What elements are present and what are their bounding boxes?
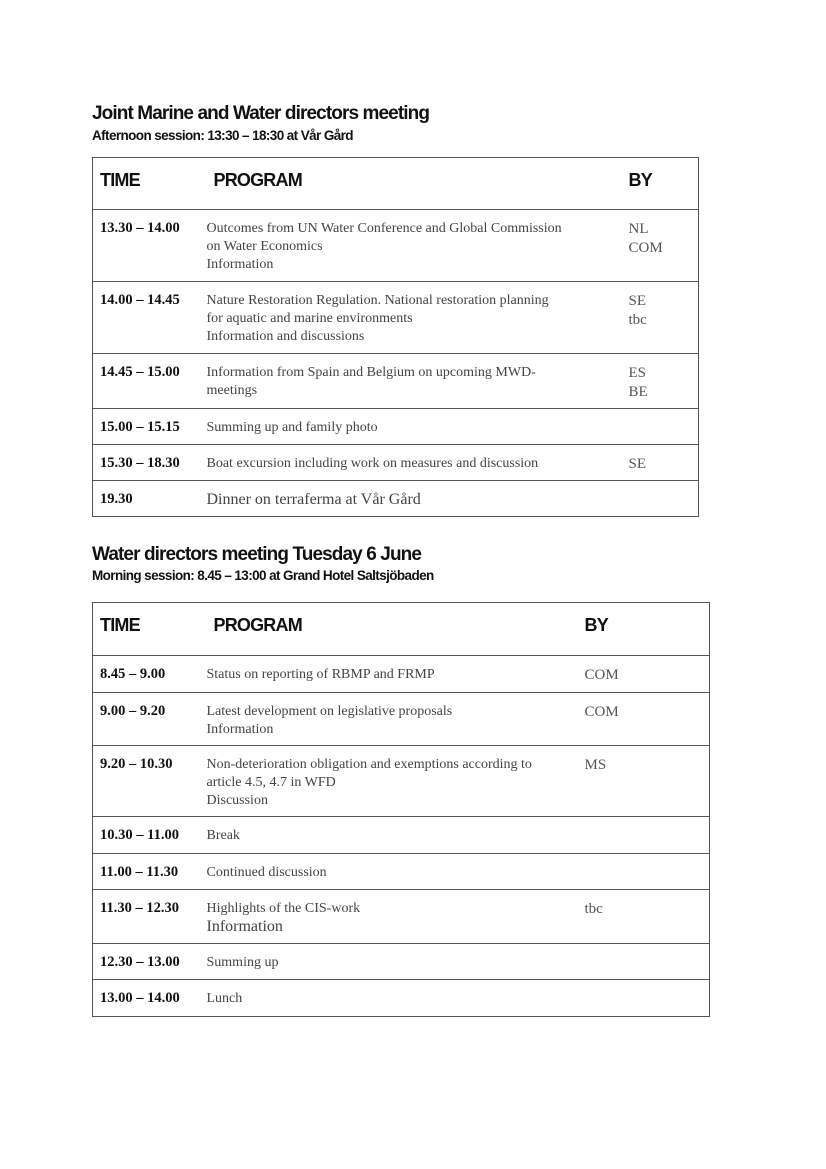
table-row	[93, 944, 710, 980]
table-row	[93, 445, 699, 481]
by-line: COM	[584, 667, 619, 683]
row-by	[585, 693, 710, 746]
header-by: BY	[629, 158, 699, 210]
program-line: Lunch	[206, 991, 243, 1006]
row-time: 9.20 – 10.30	[93, 746, 207, 817]
afternoon-subtitle: Afternoon session: 13:30 – 18:30 at Vår Gård	[92, 128, 353, 143]
row-time: 14.45 – 15.00	[93, 354, 207, 409]
row-time: 8.45 – 9.00	[93, 656, 207, 693]
by-line: tbc	[584, 901, 603, 917]
by-line: MS	[584, 757, 607, 773]
program-line: Dinner on terraferma at Vår Gård	[206, 491, 421, 508]
row-program	[207, 354, 629, 409]
row-by	[629, 282, 699, 354]
table-row	[93, 746, 710, 817]
morning-subtitle: Morning session: 8.45 – 13:00 at Grand Hotel Saltsjöbaden	[92, 568, 434, 583]
by-line: COM	[584, 704, 619, 720]
row-time: 9.00 – 9.20	[93, 693, 207, 746]
row-time: 11.00 – 11.30	[93, 854, 207, 890]
row-time: 10.30 – 11.00	[93, 817, 207, 854]
program-line: meetings	[206, 383, 258, 398]
header-by: BY	[585, 603, 710, 656]
row-program	[207, 481, 629, 517]
row-by	[629, 210, 699, 282]
row-time: 13.30 – 14.00	[93, 210, 207, 282]
row-by	[585, 854, 710, 890]
row-by	[585, 890, 710, 944]
header-time: TIME	[93, 158, 207, 210]
by-line: SE	[628, 293, 647, 309]
program-line: on Water Economics	[206, 239, 323, 254]
program-line: Non-deterioration obligation and exemptions according to	[206, 757, 532, 772]
row-by	[629, 445, 699, 481]
row-time: 19.30	[93, 481, 207, 517]
program-line: Information from Spain and Belgium on upcoming MWD-	[206, 365, 536, 380]
row-program	[207, 693, 585, 746]
row-time: 15.30 – 18.30	[93, 445, 207, 481]
row-by	[585, 817, 710, 854]
table-row	[93, 210, 699, 282]
row-program	[207, 656, 585, 693]
header-program: PROGRAM	[207, 158, 629, 210]
row-time: 11.30 – 12.30	[93, 890, 207, 944]
afternoon-title: Joint Marine and Water directors meeting	[92, 103, 430, 124]
by-line: ES	[628, 365, 647, 381]
table-row	[93, 817, 710, 854]
row-program	[207, 890, 585, 944]
by-line: tbc	[628, 312, 647, 328]
program-line: Boat excursion including work on measures and discussion	[206, 456, 539, 471]
program-line: Information	[206, 257, 274, 272]
row-program	[207, 445, 629, 481]
program-line: Latest development on legislative proposals	[206, 704, 453, 719]
table-row	[93, 656, 710, 693]
by-line: NL	[628, 221, 649, 237]
table-row	[93, 854, 710, 890]
program-line: Information	[206, 722, 274, 737]
row-time: 15.00 – 15.15	[93, 409, 207, 445]
table-row	[93, 890, 710, 944]
row-program	[207, 746, 585, 817]
program-line: Outcomes from UN Water Conference and Global Commission	[206, 221, 562, 236]
program-line: Summing up	[206, 955, 279, 970]
table-row	[93, 354, 699, 409]
table-row	[93, 693, 710, 746]
program-line: Information	[206, 918, 283, 935]
program-line: Information and discussions	[206, 329, 365, 344]
program-line: Break	[206, 828, 240, 843]
row-by	[585, 656, 710, 693]
morning-title: Water directors meeting Tuesday 6 June	[92, 544, 422, 565]
header-program: PROGRAM	[207, 603, 585, 656]
row-time: 14.00 – 14.45	[93, 282, 207, 354]
table-row	[93, 980, 710, 1017]
row-by	[585, 944, 710, 980]
row-by	[629, 354, 699, 409]
morning-agenda-table	[92, 602, 710, 1017]
program-line: for aquatic and marine environments	[206, 311, 413, 326]
row-by	[585, 980, 710, 1017]
program-line: Discussion	[206, 793, 268, 808]
program-line: Nature Restoration Regulation. National restoration planning	[206, 293, 549, 308]
program-line: Status on reporting of RBMP and FRMP	[206, 667, 435, 682]
row-by	[585, 746, 710, 817]
table-row	[93, 282, 699, 354]
program-line: Summing up and family photo	[206, 420, 378, 435]
row-by	[629, 481, 699, 517]
row-time: 12.30 – 13.00	[93, 944, 207, 980]
row-program	[207, 817, 585, 854]
program-line: Continued discussion	[206, 865, 327, 880]
table-row	[93, 409, 699, 445]
by-line: SE	[628, 456, 647, 472]
row-by	[629, 409, 699, 445]
program-line: article 4.5, 4.7 in WFD	[206, 775, 336, 790]
program-line: Highlights of the CIS-work	[206, 901, 361, 916]
table-header-row	[93, 603, 710, 656]
row-program	[207, 854, 585, 890]
row-program	[207, 980, 585, 1017]
row-program	[207, 944, 585, 980]
row-program	[207, 282, 629, 354]
afternoon-agenda-table	[92, 157, 699, 517]
by-line: BE	[628, 384, 648, 400]
row-time: 13.00 – 14.00	[93, 980, 207, 1017]
by-line: COM	[628, 240, 663, 256]
header-time: TIME	[93, 603, 207, 656]
table-row	[93, 481, 699, 517]
row-program	[207, 210, 629, 282]
row-program	[207, 409, 629, 445]
table-header-row	[93, 158, 699, 210]
